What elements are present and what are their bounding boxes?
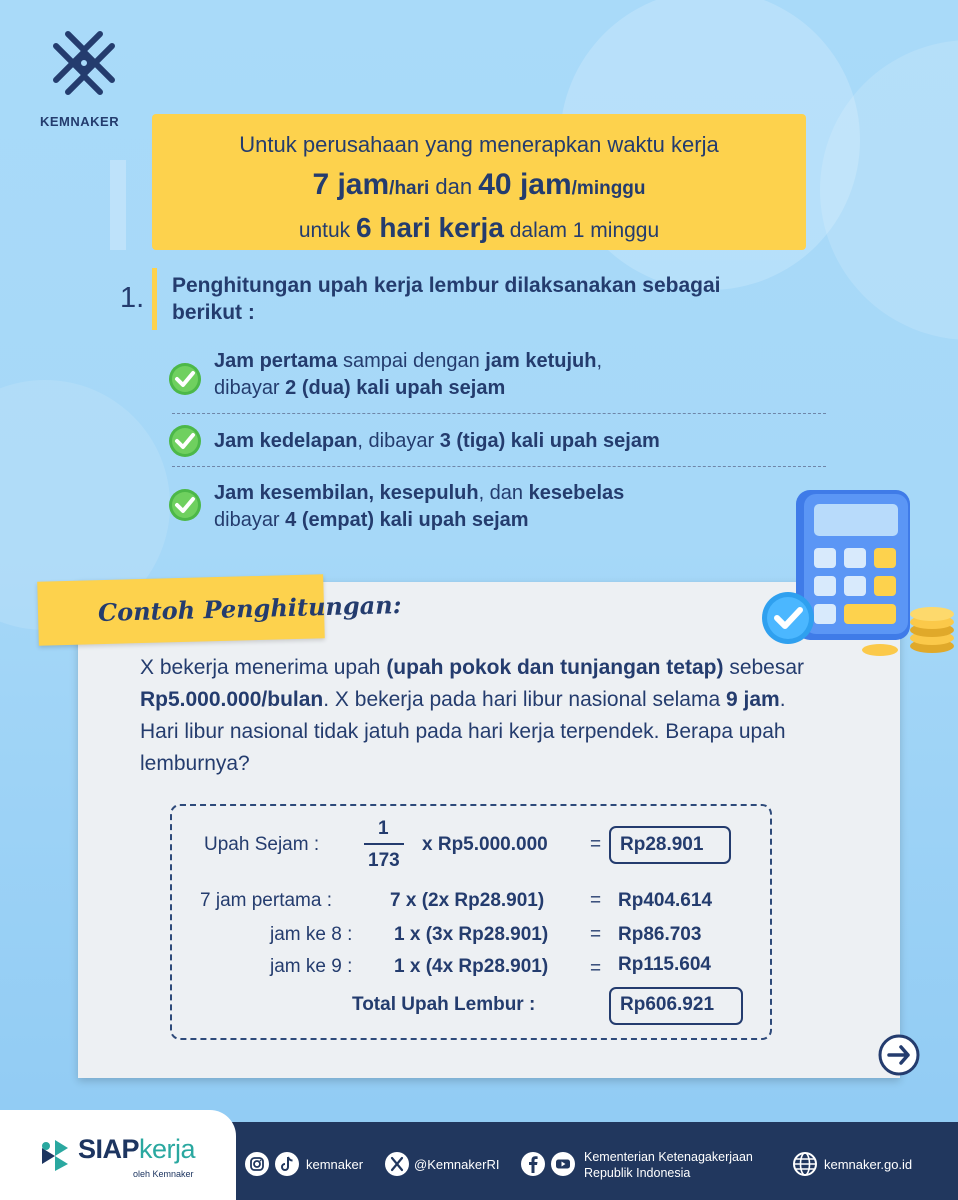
globe-icon[interactable] [792,1151,818,1177]
logo-text: KEMNAKER [40,114,120,129]
calculator-icon [760,488,956,664]
check-icon [168,488,202,522]
rule-3-hours: Jam kesembilan, kesepuluh [214,482,479,504]
row3-label: jam ke 9 : [270,956,353,977]
rule-1-until: sampai dengan [337,350,486,372]
row2-expr: 1 x (3x Rp28.901) [394,924,549,945]
social-handle-x[interactable]: @KemnakerRI [414,1157,500,1172]
equals-sign: = [590,890,602,911]
example-p3: sebesar [723,656,805,679]
example-p4: Rp5.000.000/bulan [140,688,324,711]
check-icon [168,362,202,396]
instagram-icon[interactable] [244,1151,270,1177]
rule-2 [214,428,814,455]
rule-3-rate: 4 (empat) kali upah sejam [285,509,529,531]
social-handle-kemnaker[interactable]: kemnaker [306,1157,364,1172]
rule-2-rate: 3 (tiga) kali upah sejam [439,430,660,452]
header-box [152,114,806,250]
row1-label: 7 jam pertama : [200,890,332,911]
ministry-line-1: Kementerian Ketenagakerjaan [584,1150,753,1164]
example-p5: . X bekerja pada hari libur nasional selama [323,688,726,711]
kerja-part: kerja [139,1134,196,1164]
header-6days: 6 hari kerja [356,212,504,243]
ministry-name [584,1149,753,1181]
equals-sign: = [590,834,602,855]
row3-value: Rp115.604 [618,954,711,975]
section-number: 1. [120,282,145,314]
header-40jam: 40 jam [478,168,572,201]
example-paragraph [140,652,820,780]
rule-3-and: , dan [478,482,529,504]
arrow-right-icon[interactable] [876,1032,922,1078]
header-per-day: /hari [389,178,430,199]
x-icon[interactable] [384,1151,410,1177]
example-label: Contoh Penghitungan: [97,590,402,627]
example-p2: (upah pokok dan tunjangan tetap) [386,656,724,679]
divider [172,413,826,414]
rule-1 [214,348,814,402]
row1-value: Rp404.614 [618,890,713,911]
rule-3-eleventh: kesebelas [528,482,625,504]
fraction-denominator: 173 [368,850,400,871]
kemnaker-logo-icon [46,24,122,102]
example-p7: . Hari libur nasional tidak jatuh pada hari kerja terpendek. Berapa upah lemburnya? [140,688,786,775]
header-line-2 [152,168,806,202]
siapkerja-wordmark [78,1134,195,1165]
rule-1-end: jam ketujuh [485,350,597,372]
header-and: dan [429,174,479,199]
section-title: Penghitungan upah kerja lembur dilaksanakan sebagai berikut : [172,274,721,324]
youtube-icon[interactable] [550,1151,576,1177]
divider [172,466,826,467]
rule-1-start: Jam pertama [214,350,338,372]
ministry-line-2: Republik Indonesia [584,1166,691,1180]
times-salary: x Rp5.000.000 [422,834,548,855]
total-label: Total Upah Lembur : [352,994,536,1015]
row3-expr: 1 x (4x Rp28.901) [394,956,549,977]
siapkerja-logo-icon [38,1138,72,1172]
rule-2-hour: Jam kedelapan [214,430,358,452]
rule-3-paid: dibayar [214,509,286,531]
siapkerja-subtitle: oleh Kemnaker [133,1169,194,1179]
siap-part: SIAP [78,1134,140,1164]
rule-3 [214,480,774,534]
rule-2-paid: , dibayar [357,430,440,452]
rule-1-comma: , [596,350,602,372]
fraction-line [364,843,404,845]
example-p1: X bekerja menerima upah [140,656,387,679]
header-for: untuk [298,219,357,242]
fraction-numerator: 1 [378,818,389,839]
section-accent-bar [152,268,157,330]
total-value: Rp606.921 [620,994,715,1015]
example-p6: 9 jam [725,688,780,711]
tiktok-icon[interactable] [274,1151,300,1177]
facebook-icon[interactable] [520,1151,546,1177]
check-icon [168,424,202,458]
header-7jam: 7 jam [312,168,390,201]
rule-1-rate: 2 (dua) kali upah sejam [285,377,506,399]
website-link[interactable]: kemnaker.go.id [824,1157,913,1172]
equals-sign: = [590,924,602,945]
header-per-week: /minggu [571,178,646,199]
header-line-3 [152,212,806,244]
row1-expr: 7 x (2x Rp28.901) [390,890,545,911]
row2-value: Rp86.703 [618,924,702,945]
hourly-label: Upah Sejam : [204,834,320,855]
row2-label: jam ke 8 : [270,924,353,945]
header-line-1: Untuk perusahaan yang menerapkan waktu kerja [239,132,719,157]
header-in-week: dalam 1 minggu [503,219,660,242]
decor-stripe [110,160,126,250]
hourly-value: Rp28.901 [620,834,704,855]
equals-sign: = [590,958,602,979]
rule-1-paid: dibayar [214,377,286,399]
